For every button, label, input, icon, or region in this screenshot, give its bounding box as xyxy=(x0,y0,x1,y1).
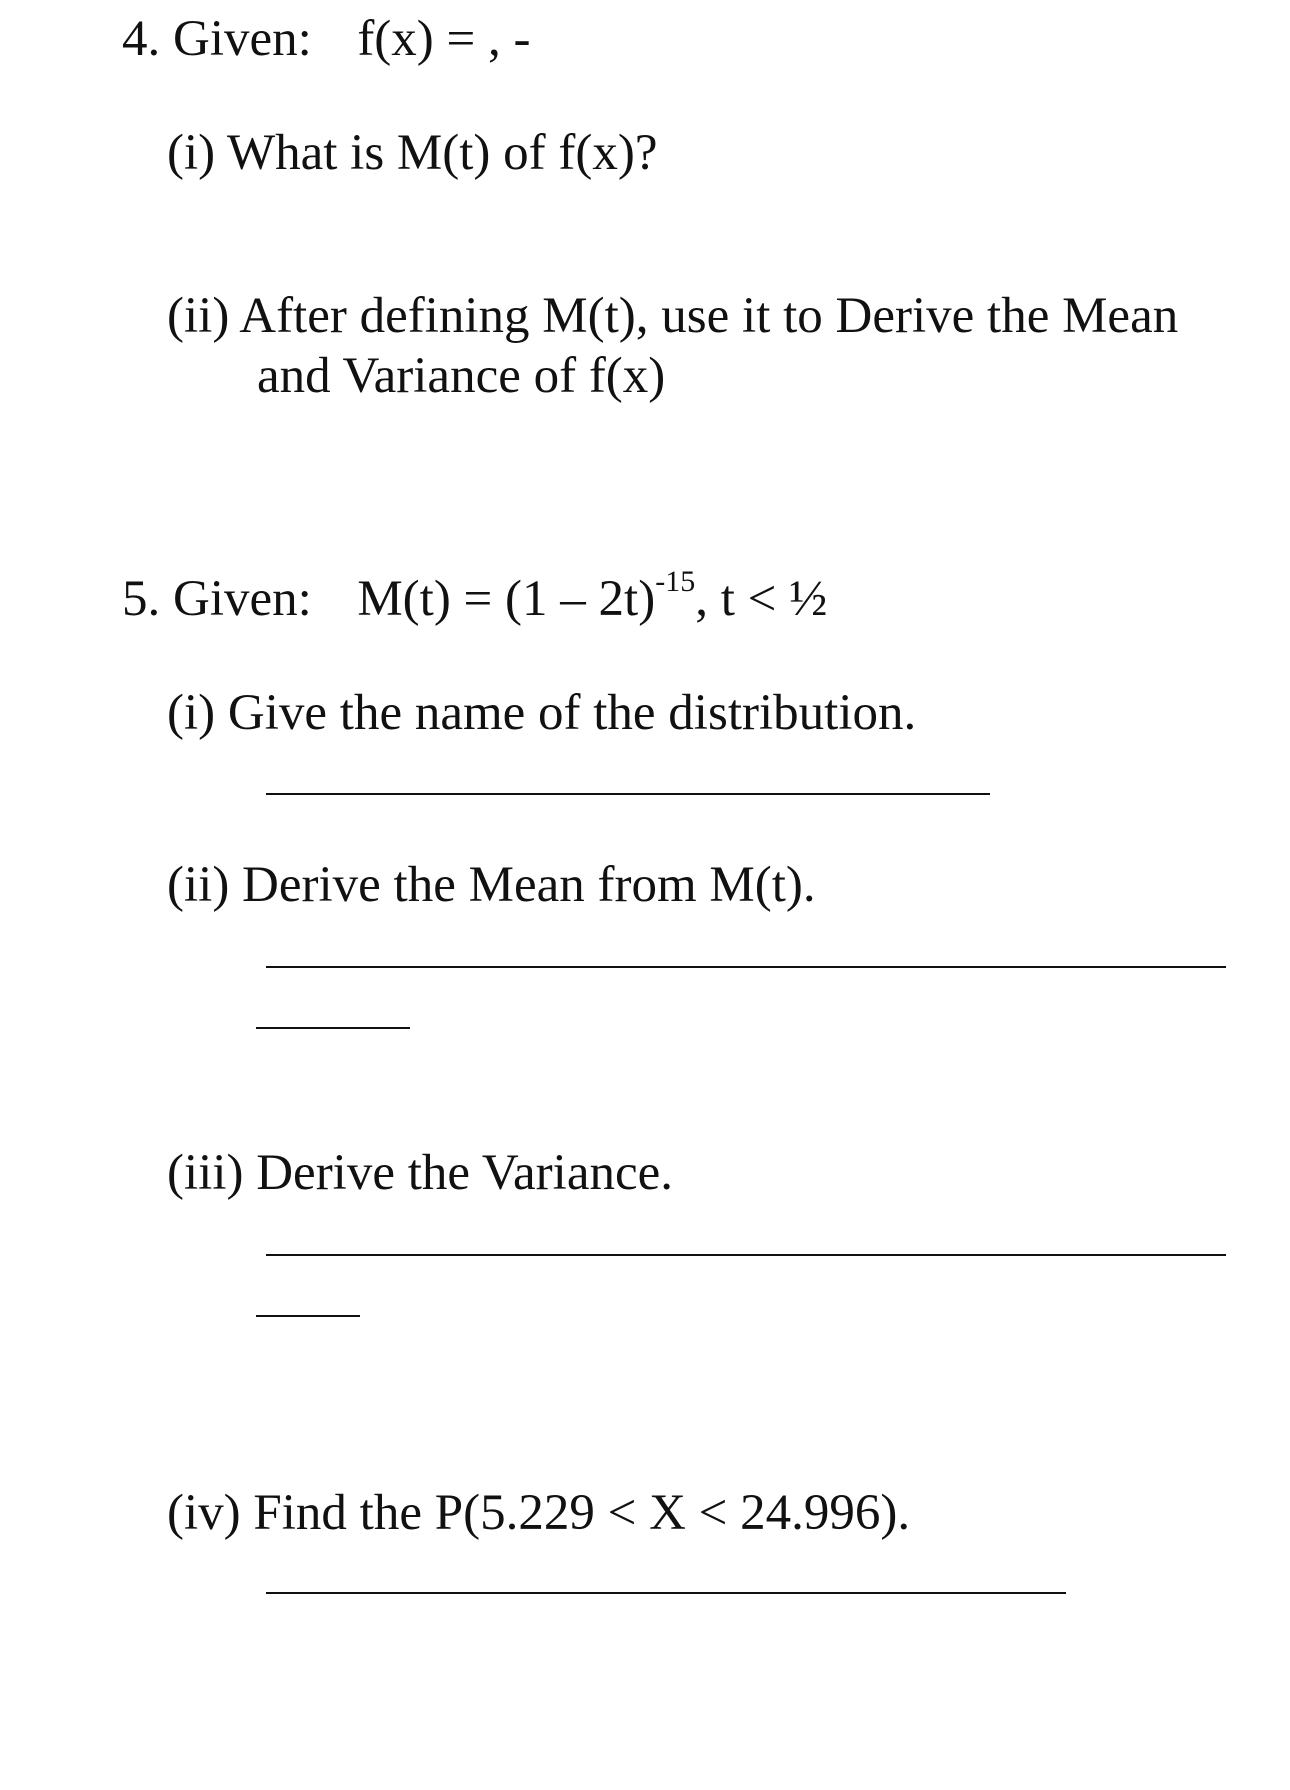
q5-part-ii-answer-line-2 xyxy=(256,1027,410,1029)
q5-part-i: (i) Give the name of the distribution. xyxy=(167,685,917,741)
q5-part-iii-answer-line-2 xyxy=(256,1315,360,1317)
q5-mgf-exponent: -15 xyxy=(655,565,696,598)
q5-part-iv-answer-line xyxy=(266,1592,1066,1594)
q5-number: 5. xyxy=(122,571,161,627)
q4-header xyxy=(122,11,531,67)
q5-part-iv: (iv) Find the P(5.229 < X < 24.996). xyxy=(167,1485,911,1541)
q5-mgf-base: M(t) = (1 – 2t) xyxy=(357,571,656,627)
q5-given-label: Given: xyxy=(173,571,312,627)
q5-part-ii: (ii) Derive the Mean from M(t). xyxy=(167,857,816,913)
q4-part-ii-line1: (ii) After defining M(t), use it to Derive the Mean xyxy=(167,288,1179,344)
q5-part-iii-answer-line-1 xyxy=(266,1254,1226,1256)
q4-part-ii-line2: and Variance of f(x) xyxy=(257,348,666,404)
q5-header xyxy=(122,565,828,627)
q4-function: f(x) = , - xyxy=(357,11,531,67)
q5-part-iii: (iii) Derive the Variance. xyxy=(167,1145,673,1201)
q5-part-i-answer-line xyxy=(266,793,990,795)
q4-given-label: Given: xyxy=(173,11,312,67)
q5-part-ii-answer-line-1 xyxy=(266,966,1226,968)
q4-number: 4. xyxy=(122,11,161,67)
q4-part-i: (i) What is M(t) of f(x)? xyxy=(167,125,658,181)
q5-mgf-condition: , t < ½ xyxy=(695,571,828,627)
